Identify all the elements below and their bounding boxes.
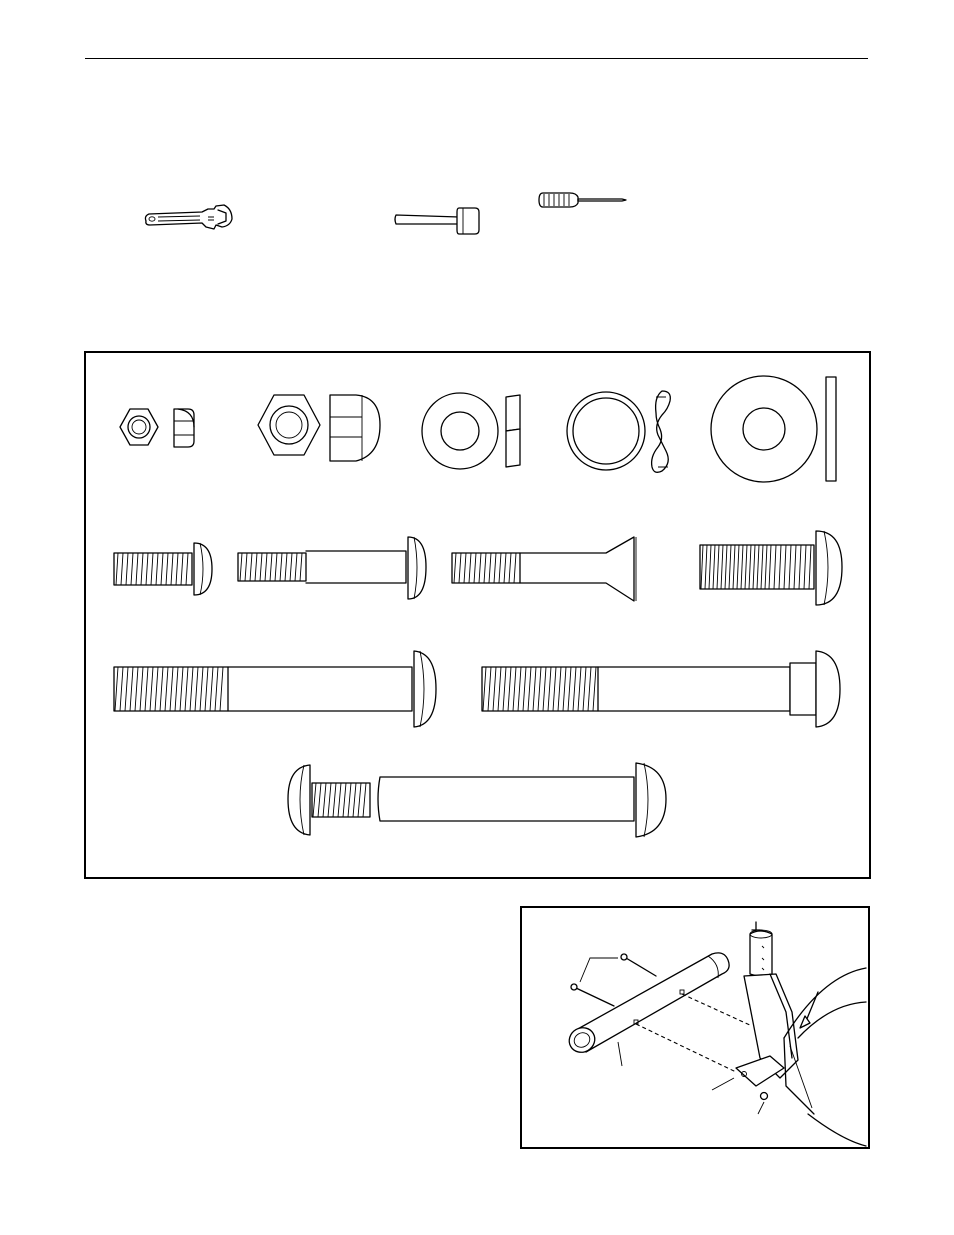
assembly-figure: [520, 906, 870, 1149]
axle-bolt-icon: [284, 761, 674, 841]
flat-head-bolt-icon: [450, 535, 650, 605]
tools-row: [0, 0, 954, 260]
coarse-button-bolt-icon: [698, 527, 846, 609]
parts-chart: [84, 351, 871, 879]
adjustable-wrench-icon: [142, 203, 236, 233]
large-nylon-locknut-icon: [258, 391, 382, 471]
split-washer-icon: [420, 391, 530, 473]
short-button-bolt-icon: [112, 541, 216, 601]
small-nylon-locknut-icon: [118, 403, 198, 459]
crossbar-assembly-diagram: [522, 908, 868, 1147]
wave-washer-icon: [566, 387, 686, 477]
long-button-bolt-icon: [112, 649, 442, 731]
flat-washer-icon: [710, 375, 850, 485]
shoulder-button-bolt-icon: [236, 533, 432, 605]
long-collar-bolt-icon: [480, 649, 850, 731]
screwdriver-icon: [538, 190, 628, 210]
rubber-mallet-icon: [393, 204, 481, 236]
